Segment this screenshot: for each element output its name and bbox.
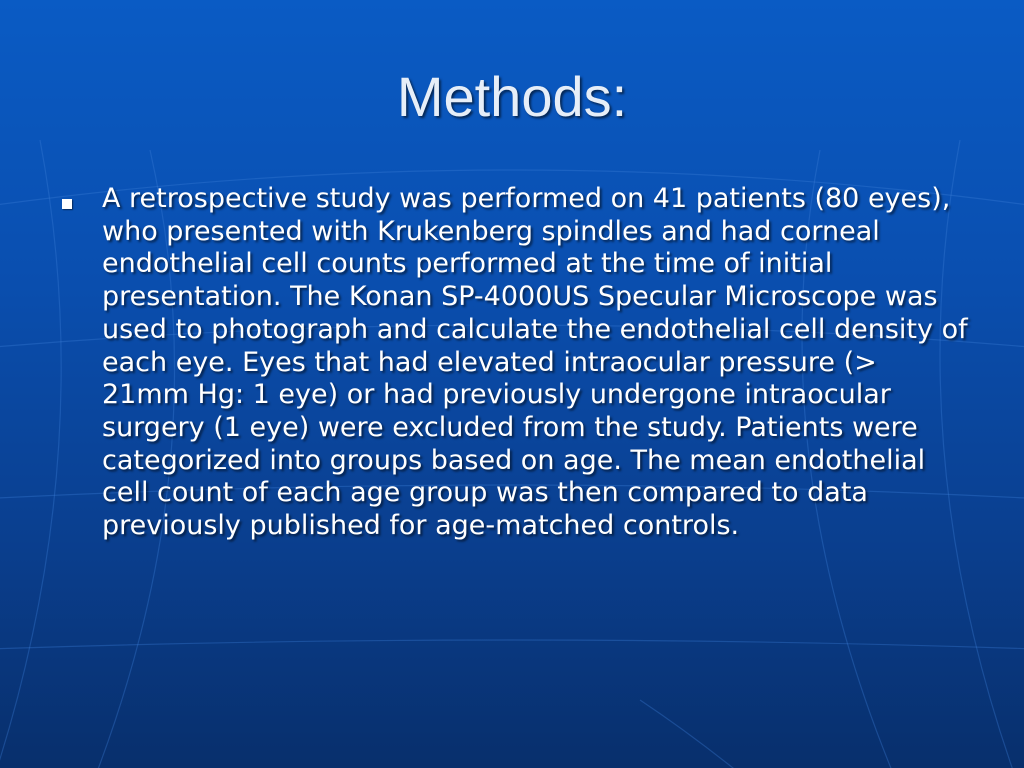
slide-title: Methods: <box>396 65 628 128</box>
square-bullet-icon <box>62 199 72 209</box>
bullet-text: A retrospective study was performed on 41 patients (80 eyes), who presented with Krukenberg spindles and had corneal endothelial cell counts performed at the time of initial presentation. The Konan SP-4000US Specular Microscope was used to photograph and calculate the endothelial cell density of each eye. Eyes that had elevated intraocular pressure (> 21mm Hg: 1 eye) or had previously undergone intraocular surgery (1 eye) were excluded from the study. Patients were categorized into groups based on age. The mean endothelial cell count of each age group was then compared to data previously published for age-matched controls. <box>102 183 968 542</box>
